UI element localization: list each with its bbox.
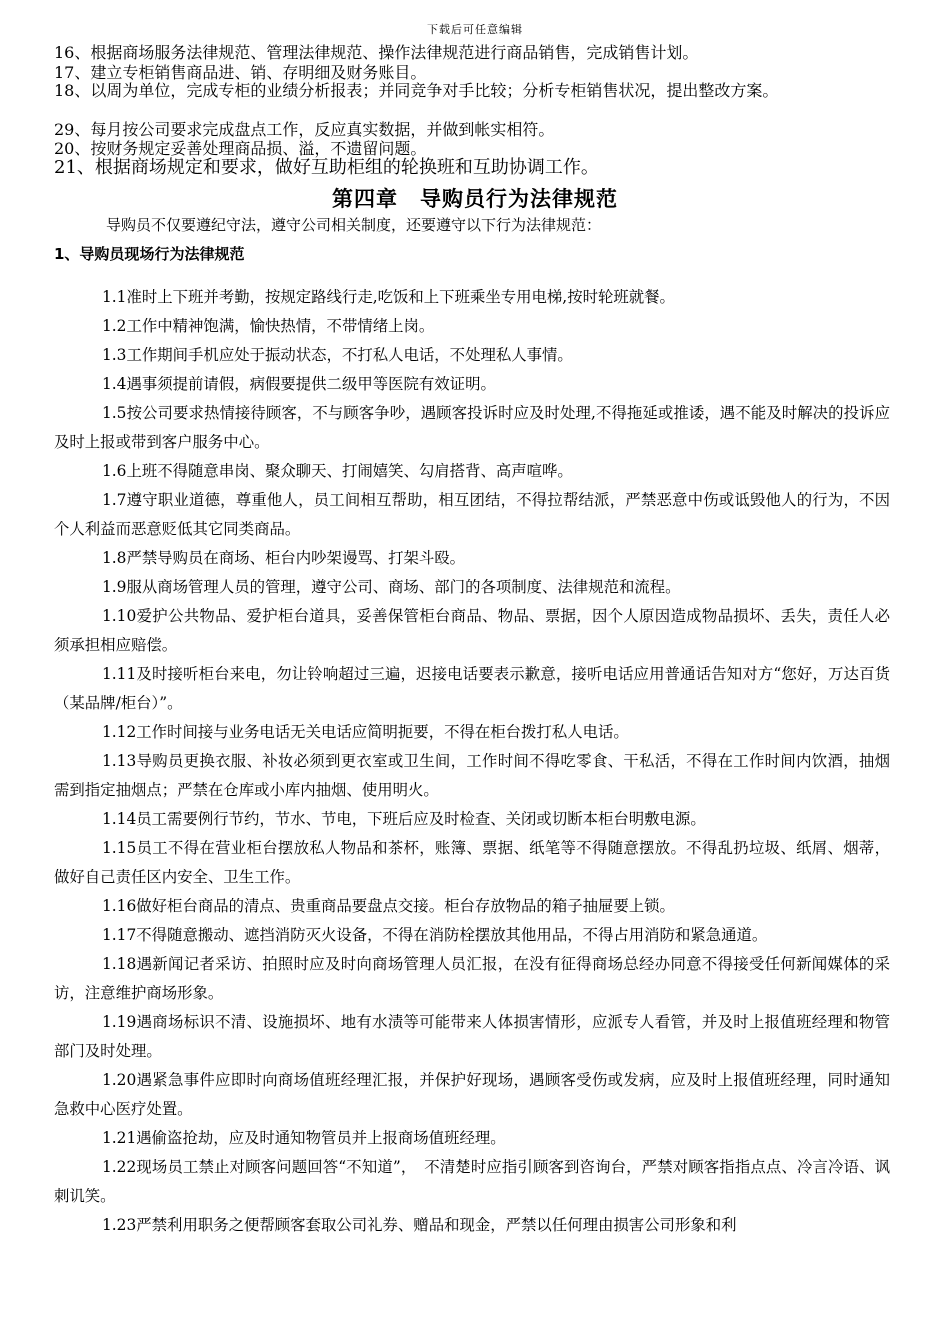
rule-1-8: 1.8严禁导购员在商场、柜台内吵架谩骂、打架斗殴。 [102, 549, 466, 567]
rule-1-12: 1.12工作时间接与业务电话无关电话应简明扼要，不得在柜台拨打私人电话。 [102, 723, 629, 741]
page-header: 下载后可任意编辑 [427, 23, 523, 36]
rule-1-23: 1.23严禁利用职务之便帮顾客套取公司礼券、赠品和现金，严禁以任何理由损害公司形象和利 [102, 1216, 737, 1234]
list-item-17: 17、建立专柜销售商品进、销、存明细及财务账目。 [54, 63, 427, 82]
rule-1-5: 1.5按公司要求热情接待顾客，不与顾客争吵，遇顾客投诉时应及时处理,不得拖延或推诿，遇不能及时解决的投诉应及时上报或带到客户服务中心。 [54, 404, 890, 451]
rule-1-7: 1.7遵守职业道德，尊重他人，员工间相互帮助，相互团结，不得拉帮结派，严禁恶意中伤或诋毁他人的行为，不因个人利益而恶意贬低其它同类商品。 [54, 491, 890, 538]
rule-1-6: 1.6上班不得随意串岗、聚众聊天、打闹嬉笑、勾肩搭背、高声喧哗。 [102, 462, 573, 480]
rule-1-18: 1.18遇新闻记者采访、拍照时应及时向商场管理人员汇报，在没有征得商场总经办同意不得接受任何新闻媒体的采访，注意维护商场形象。 [54, 955, 890, 1002]
rule-1-15: 1.15员工不得在营业柜台摆放私人物品和茶杯，账簿、票据、纸笔等不得随意摆放。不得乱扔垃圾、纸屑、烟蒂，做好自己责任区内安全、卫生工作。 [54, 839, 890, 886]
rule-1-13: 1.13导购员更换衣服、补妆必须到更衣室或卫生间，工作时间不得吃零食、干私活，不得在工作时间内饮酒，抽烟需到指定抽烟点；严禁在仓库或小库内抽烟、使用明火。 [54, 752, 890, 799]
list-item-16: 16、根据商场服务法律规范、管理法律规范、操作法律规范进行商品销售，完成销售计划。 [54, 43, 699, 62]
chapter-title: 第四章 导购员行为法律规范 [332, 186, 618, 211]
rule-1-2: 1.2工作中精神饱满，愉快热情，不带情绪上岗。 [102, 317, 435, 335]
rules-body [54, 283, 890, 1240]
rule-1-19: 1.19遇商场标识不清、设施损坏、地有水渍等可能带来人体损害情形，应派专人看管，并及时上报值班经理和物管部门及时处理。 [54, 1013, 890, 1060]
rule-1-3: 1.3工作期间手机应处于振动状态，不打私人电话，不处理私人事情。 [102, 346, 573, 364]
list-item-20: 20、按财务规定妥善处理商品损、溢，不遗留问题。 [54, 139, 427, 158]
chapter-intro: 导购员不仅要遵纪守法，遵守公司相关制度，还要遵守以下行为法律规范： [106, 216, 602, 234]
rule-1-17: 1.17不得随意搬动、遮挡消防灭火设备，不得在消防栓摆放其他用品，不得占用消防和紧急通道。 [102, 926, 768, 944]
list-item-29: 29、每月按公司要求完成盘点工作，反应真实数据，并做到帐实相符。 [54, 120, 555, 139]
list-item-21: 21、根据商场规定和要求，做好互助柜组的轮换班和互助协调工作。 [54, 157, 599, 178]
rule-1-1: 1.1准时上下班并考勤，按规定路线行走,吃饭和上下班乘坐专用电梯,按时轮班就餐。 [102, 288, 675, 306]
rule-1-14: 1.14员工需要例行节约，节水、节电，下班后应及时检查、关闭或切断本柜台明敷电源。 [102, 810, 706, 828]
rule-1-16: 1.16做好柜台商品的清点、贵重商品要盘点交接。柜台存放物品的箱子抽屉要上锁。 [102, 897, 675, 915]
rule-1-21: 1.21遇偷盗抢劫，应及时通知物管员并上报商场值班经理。 [102, 1129, 506, 1147]
list-item-18: 18、以周为单位，完成专柜的业绩分析报表；并同竞争对手比较；分析专柜销售状况，提出整改方案。 [54, 81, 779, 100]
rule-1-20: 1.20遇紧急事件应即时向商场值班经理汇报，并保护好现场，遇顾客受伤或发病，应及时上报值班经理，同时通知急救中心医疗处置。 [54, 1071, 890, 1118]
rule-1-22: 1.22现场员工禁止对顾客问题回答“不知道”， 不清楚时应指引顾客到咨询台，严禁对顾客指指点点、冷言冷语、讽刺讥笑。 [54, 1158, 890, 1205]
rule-1-9: 1.9服从商场管理人员的管理，遵守公司、商场、部门的各项制度、法律规范和流程。 [102, 578, 681, 596]
rule-1-10: 1.10爱护公共物品、爱护柜台道具，妥善保管柜台商品、物品、票据，因个人原因造成物品损坏、丢失，责任人必须承担相应赔偿。 [54, 607, 890, 654]
rule-1-4: 1.4遇事须提前请假，病假要提供二级甲等医院有效证明。 [102, 375, 496, 393]
rule-1-11: 1.11及时接听柜台来电，勿让铃响超过三遍，迟接电话要表示歉意，接听电话应用普通话告知对方“您好，万达百货（某品牌/柜台）”。 [54, 665, 890, 712]
section-title: 1、导购员现场行为法律规范 [54, 245, 245, 263]
